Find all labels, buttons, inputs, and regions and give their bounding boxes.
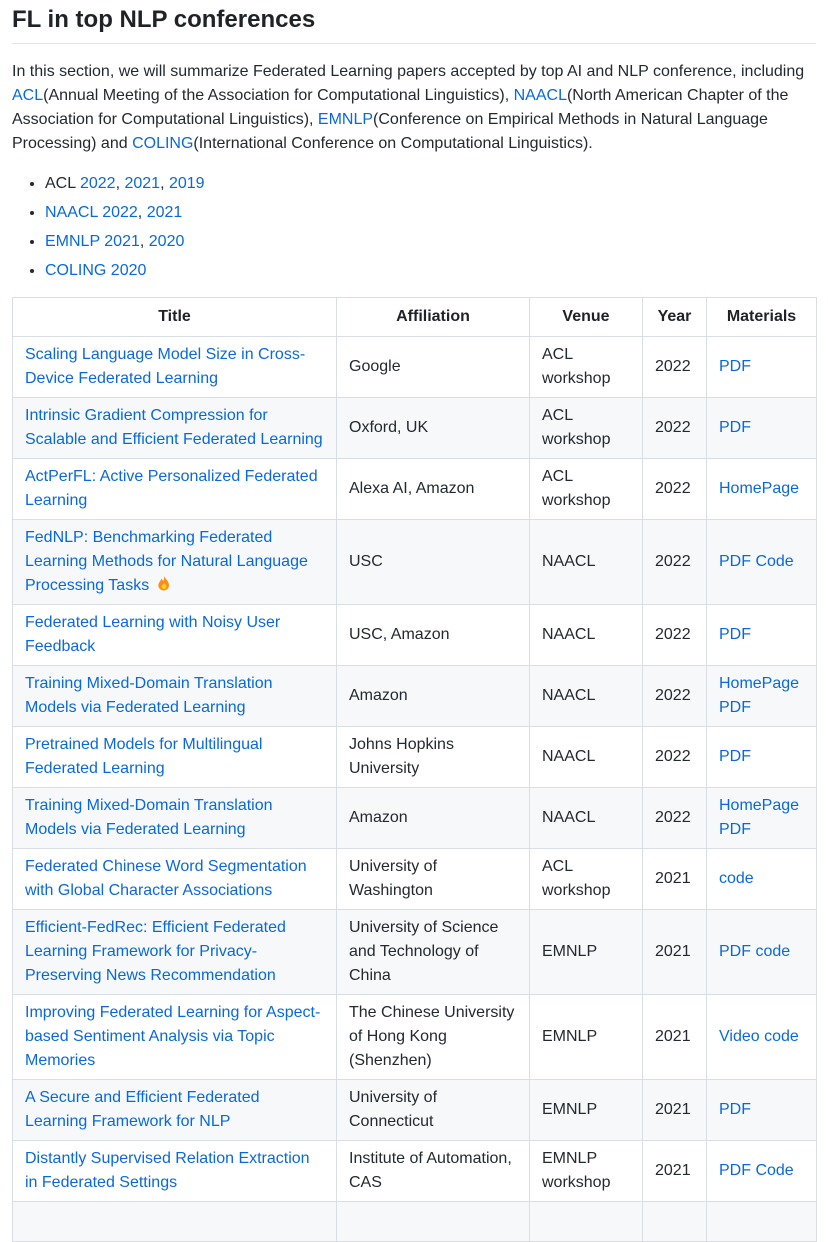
venue-cell: NAACL (530, 605, 643, 666)
venue-cell: EMNLP workshop (530, 1141, 643, 1202)
conference-link[interactable]: NAACL (513, 87, 567, 104)
material-link-pdf[interactable]: PDF (719, 1162, 751, 1179)
conference-year-link[interactable]: EMNLP 2021 (45, 233, 140, 250)
year-cell: 2022 (643, 459, 707, 520)
year-cell: 2022 (643, 520, 707, 605)
material-link-pdf[interactable]: PDF (719, 419, 751, 436)
paper-title-link[interactable]: Training Mixed-Domain Translation Models via Federated Learning (25, 675, 273, 716)
year-cell: 2021 (643, 1141, 707, 1202)
year-cell: 2022 (643, 727, 707, 788)
affiliation-cell: Institute of Automation, CAS (337, 1141, 530, 1202)
materials-cell (707, 398, 817, 459)
affiliation-cell: University of Connecticut (337, 1080, 530, 1141)
materials-cell (707, 788, 817, 849)
conference-name-text: ACL (45, 175, 80, 192)
venue-cell: ACL workshop (530, 398, 643, 459)
column-header-year: Year (643, 298, 707, 337)
materials-cell (707, 910, 817, 995)
material-link-video[interactable]: Video (719, 1028, 760, 1045)
paper-title-cell (13, 995, 337, 1080)
venue-cell: EMNLP (530, 995, 643, 1080)
paper-title-link[interactable]: Efficient-FedRec: Efficient Federated Learning Framework for Privacy-Preserving News Recommendation (25, 919, 286, 984)
paper-title-cell (13, 849, 337, 910)
venue-cell: NAACL (530, 788, 643, 849)
header-row (13, 298, 817, 337)
venue-cell: EMNLP (530, 1080, 643, 1141)
table-row (13, 666, 817, 727)
paper-title-link[interactable]: FedNLP: Benchmarking Federated Learning Methods for Natural Language Processing Tasks (25, 529, 308, 594)
conference-year-link[interactable]: 2022 (79, 175, 116, 192)
material-link-pdf[interactable]: PDF (719, 821, 751, 838)
column-header-materials: Materials (707, 298, 817, 337)
paper-title-cell (13, 520, 337, 605)
materials-cell (707, 995, 817, 1080)
conference-link[interactable]: EMNLP (317, 111, 374, 128)
affiliation-cell: Google (337, 337, 530, 398)
year-cell: 2021 (643, 1080, 707, 1141)
intro-text: (North American Chapter of the Association for Computational Linguistics), (12, 87, 789, 128)
material-link-code[interactable]: code (719, 870, 754, 887)
paper-title-link[interactable]: Improving Federated Learning for Aspect-based Sentiment Analysis via Topic Memories (25, 1004, 321, 1069)
affiliation-cell: Johns Hopkins University (337, 727, 530, 788)
material-link-homepage[interactable]: HomePage (719, 480, 800, 497)
empty-cell (530, 1202, 643, 1242)
table-row (13, 520, 817, 605)
paper-title-cell (13, 727, 337, 788)
affiliation-cell: Alexa AI, Amazon (337, 459, 530, 520)
conference-year-link[interactable]: 2020 (148, 233, 185, 250)
page-title: FL in top NLP conferences (12, 6, 816, 44)
conference-year-link[interactable]: 2021 (146, 204, 183, 221)
intro-text: (International Conference on Computational Linguistics). (193, 135, 593, 152)
table-row (13, 849, 817, 910)
conference-name-text: , (139, 233, 149, 250)
affiliation-cell: USC (337, 520, 530, 605)
paper-title-link[interactable]: Federated Chinese Word Segmentation with Global Character Associations (25, 858, 307, 899)
material-link-pdf[interactable]: PDF (719, 1101, 751, 1118)
material-link-pdf[interactable]: PDF (719, 943, 751, 960)
venue-cell: EMNLP (530, 910, 643, 995)
paper-title-cell (13, 398, 337, 459)
year-cell: 2022 (643, 605, 707, 666)
table-row (13, 788, 817, 849)
year-cell: 2021 (643, 849, 707, 910)
materials-cell (707, 520, 817, 605)
paper-title-cell (13, 1080, 337, 1141)
conference-name-text: , (160, 175, 169, 192)
conference-name-text: , (137, 204, 147, 221)
material-link-code[interactable]: code (764, 1028, 799, 1045)
paper-title-link[interactable]: Distantly Supervised Relation Extraction in Federated Settings (25, 1150, 310, 1191)
materials-cell (707, 605, 817, 666)
conference-list-item-coling (45, 259, 816, 283)
venue-cell: ACL workshop (530, 337, 643, 398)
year-cell: 2021 (643, 910, 707, 995)
affiliation-cell: Amazon (337, 666, 530, 727)
materials-cell (707, 337, 817, 398)
materials-cell (707, 1080, 817, 1141)
conference-link[interactable]: COLING (132, 135, 194, 152)
affiliation-cell: The Chinese University of Hong Kong (Shenzhen) (337, 995, 530, 1080)
table-row (13, 398, 817, 459)
paper-title-cell (13, 605, 337, 666)
table-row (13, 910, 817, 995)
year-cell: 2022 (643, 337, 707, 398)
materials-cell (707, 727, 817, 788)
conference-year-link[interactable]: 2019 (168, 175, 205, 192)
materials-cell (707, 666, 817, 727)
papers-table-header (13, 298, 817, 337)
paper-title-link[interactable]: Federated Learning with Noisy User Feedback (25, 614, 281, 655)
conference-list-item-naacl (45, 201, 816, 225)
material-link-homepage[interactable]: HomePage (719, 797, 800, 814)
venue-cell: ACL workshop (530, 459, 643, 520)
column-header-title: Title (13, 298, 337, 337)
papers-table-body (13, 337, 817, 1242)
intro-paragraph (12, 60, 816, 156)
year-cell: 2021 (643, 995, 707, 1080)
material-link-code[interactable]: Code (755, 1162, 794, 1179)
paper-title-cell (13, 666, 337, 727)
table-row (13, 1141, 817, 1202)
material-link-pdf[interactable]: PDF (719, 358, 751, 375)
year-cell: 2022 (643, 788, 707, 849)
table-row (13, 995, 817, 1080)
paper-title-cell (13, 459, 337, 520)
material-link-pdf[interactable]: PDF (719, 553, 751, 570)
table-row (13, 459, 817, 520)
table-row (13, 605, 817, 666)
intro-text: (Conference on Empirical Methods in Natural Language Processing) and (12, 111, 768, 152)
paper-title-link[interactable]: Intrinsic Gradient Compression for Scalable and Efficient Federated Learning (25, 407, 323, 448)
papers-table (12, 297, 817, 1242)
affiliation-cell: USC, Amazon (337, 605, 530, 666)
year-cell: 2022 (643, 398, 707, 459)
affiliation-cell: Amazon (337, 788, 530, 849)
material-link-pdf[interactable]: PDF (719, 626, 751, 643)
venue-cell: NAACL (530, 727, 643, 788)
venue-cell: NAACL (530, 666, 643, 727)
intro-text: (Annual Meeting of the Association for Computational Linguistics), (43, 87, 514, 104)
material-link-homepage[interactable]: HomePage (719, 675, 800, 692)
empty-cell (13, 1202, 337, 1242)
materials-cell (707, 849, 817, 910)
paper-title-link[interactable]: Pretrained Models for Multilingual Federated Learning (25, 736, 263, 777)
paper-title-link[interactable]: A Secure and Efficient Federated Learning Framework for NLP (25, 1089, 260, 1130)
table-row (13, 1080, 817, 1141)
paper-title-cell (13, 1141, 337, 1202)
conference-year-link[interactable]: 2021 (124, 175, 161, 192)
conference-list-item-emnlp (45, 230, 816, 254)
empty-cell (643, 1202, 707, 1242)
materials-cell (707, 459, 817, 520)
conference-year-link[interactable]: NAACL 2022 (45, 204, 138, 221)
venue-cell: NAACL (530, 520, 643, 605)
paper-title-cell (13, 337, 337, 398)
table-row-partial (13, 1202, 817, 1242)
conference-list-item-acl (45, 172, 816, 196)
conference-name-text: , (115, 175, 125, 192)
empty-cell (337, 1202, 530, 1242)
materials-cell (707, 1141, 817, 1202)
material-link-code[interactable]: Code (755, 553, 794, 570)
paper-title-cell (13, 788, 337, 849)
material-link-code[interactable]: code (755, 943, 791, 960)
material-link-pdf[interactable]: PDF (719, 748, 751, 765)
affiliation-cell: University of Science and Technology of China (337, 910, 530, 995)
paper-title-link[interactable]: Scaling Language Model Size in Cross-Device Federated Learning (25, 346, 306, 387)
column-header-venue: Venue (530, 298, 643, 337)
affiliation-cell: Oxford, UK (337, 398, 530, 459)
paper-title-link[interactable]: Training Mixed-Domain Translation Models via Federated Learning (25, 797, 273, 838)
conference-year-link[interactable]: COLING 2020 (45, 262, 147, 279)
venue-cell: ACL workshop (530, 849, 643, 910)
affiliation-cell: University of Washington (337, 849, 530, 910)
paper-title-cell (13, 910, 337, 995)
year-cell: 2022 (643, 666, 707, 727)
table-row (13, 727, 817, 788)
fire-icon (156, 575, 172, 592)
conference-link[interactable]: ACL (12, 87, 44, 104)
table-row (13, 337, 817, 398)
material-link-pdf[interactable]: PDF (719, 699, 751, 716)
conference-list (12, 172, 816, 283)
empty-cell (707, 1202, 817, 1242)
paper-title-link[interactable]: ActPerFL: Active Personalized Federated Learning (25, 468, 318, 509)
intro-text: In this section, we will summarize Federated Learning papers accepted by top AI and NLP conference, including (12, 63, 805, 80)
column-header-affiliation: Affiliation (337, 298, 530, 337)
